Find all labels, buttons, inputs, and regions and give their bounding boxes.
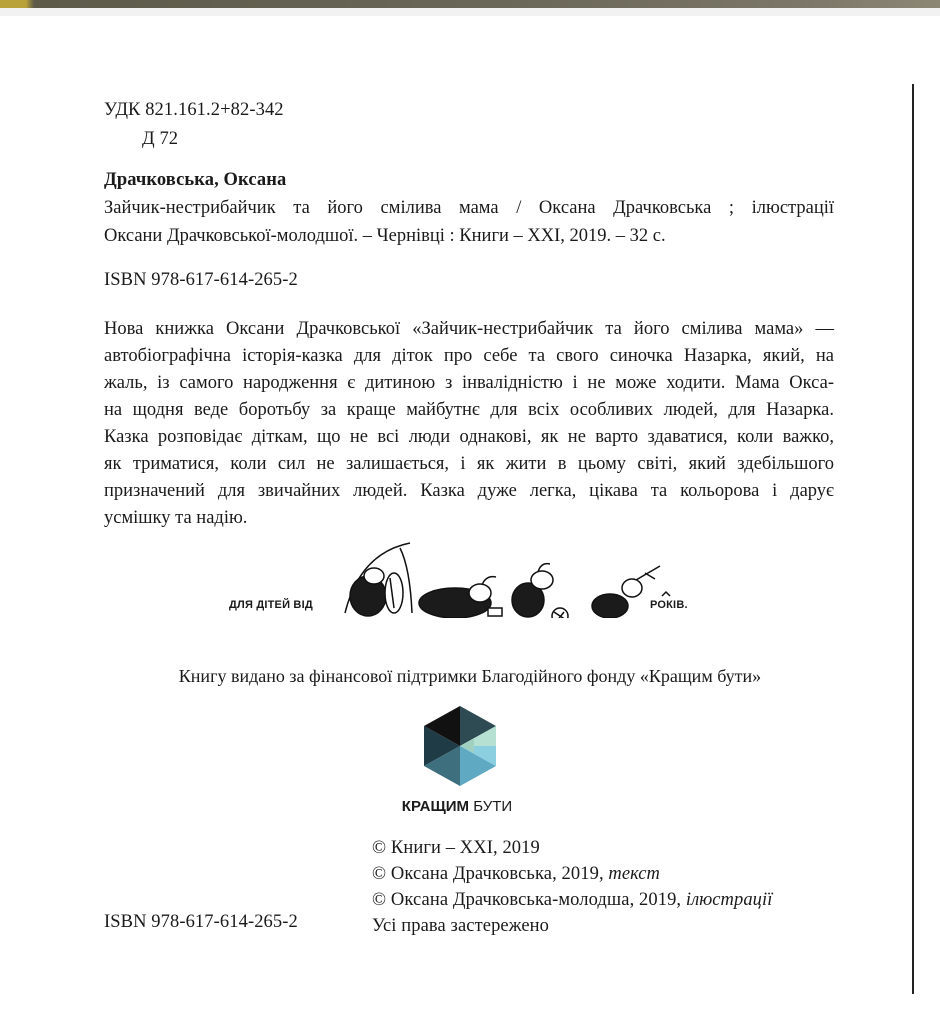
logo-word-1: КРАЩИМ [401, 798, 470, 815]
annotation-line: на щодня веде боротьбу за краще майбутнє для всіх особливих людей, для Назарка. [104, 400, 834, 420]
rabbit-icon [345, 543, 412, 616]
copyright-line-2-italic: текст [608, 864, 660, 884]
age-label-right: РОКІВ. [650, 599, 688, 611]
bib-description-line-1: Зайчик-нестрибайчик та його смілива мама / Оксана Драчковська ; ілюстрації [104, 198, 834, 218]
rabbit-icon [419, 577, 502, 618]
copyright-line-1: © Книги – ХХІ, 2019 [372, 838, 540, 858]
annotation-line: усмішку та надію. [104, 508, 248, 528]
page-edge-line [912, 84, 914, 994]
bib-description-line-2: Оксани Драчковської-молодшої. – Чернівці : Книги – ХХІ, 2019. – 32 с. [104, 226, 666, 246]
author-name: Драчковська, Оксана [104, 170, 287, 190]
annotation-line: призначений для звичайних людей. Казка дуже легка, цікава та кольорова і дарує [104, 481, 834, 501]
top-image-strip [0, 0, 940, 8]
annotation-line: як триматися, коли сил не залишається, і як жити в цьому світі, який здебільшого [104, 454, 834, 474]
logo-word-2: БУТИ [473, 798, 513, 815]
copyright-line-3-italic: ілюстрації [685, 890, 773, 910]
isbn-bottom: ISBN 978-617-614-265-2 [104, 912, 298, 932]
age-rabbits-illustration [340, 538, 680, 618]
author-mark: Д 72 [142, 129, 179, 149]
copyright-line-3-main: © Оксана Драчковська-молодша, 2019, [372, 890, 682, 910]
age-label-left: ДЛЯ ДІТЕЙ ВІД [229, 599, 313, 611]
udk-code: УДК 821.161.2+82-342 [104, 100, 284, 120]
annotation-line: автобіографічна історія-казка для діток про себе та свого синочка Назарка, який, на [104, 346, 834, 366]
annotation-line: Нова книжка Оксани Драчковської «Зайчик-нестрибайчик та його смілива мама» — [104, 319, 834, 339]
annotation-line: жаль, із самого народження є дитиною з інвалідністю і не може ходити. Мама Окса- [104, 373, 834, 393]
rights-reserved: Усі права застережено [372, 916, 550, 936]
copyright-line-3 [372, 890, 773, 911]
copyright-line-2-main: © Оксана Драчковська, 2019, [372, 864, 604, 884]
rabbit-icon [512, 564, 568, 618]
annotation-line: Казка розповідає діткам, що не всі люди однакові, як не варто здаватися, коли важко, [104, 427, 834, 447]
document-page [0, 16, 940, 1024]
foundation-logo-icon [424, 706, 496, 786]
foundation-logo-text [392, 798, 522, 815]
isbn-top: ISBN 978-617-614-265-2 [104, 270, 298, 290]
copyright-line-2 [372, 864, 660, 885]
support-note: Книгу видано за фінансової підтримки Благодійного фонду «Кращим бути» [178, 666, 762, 686]
